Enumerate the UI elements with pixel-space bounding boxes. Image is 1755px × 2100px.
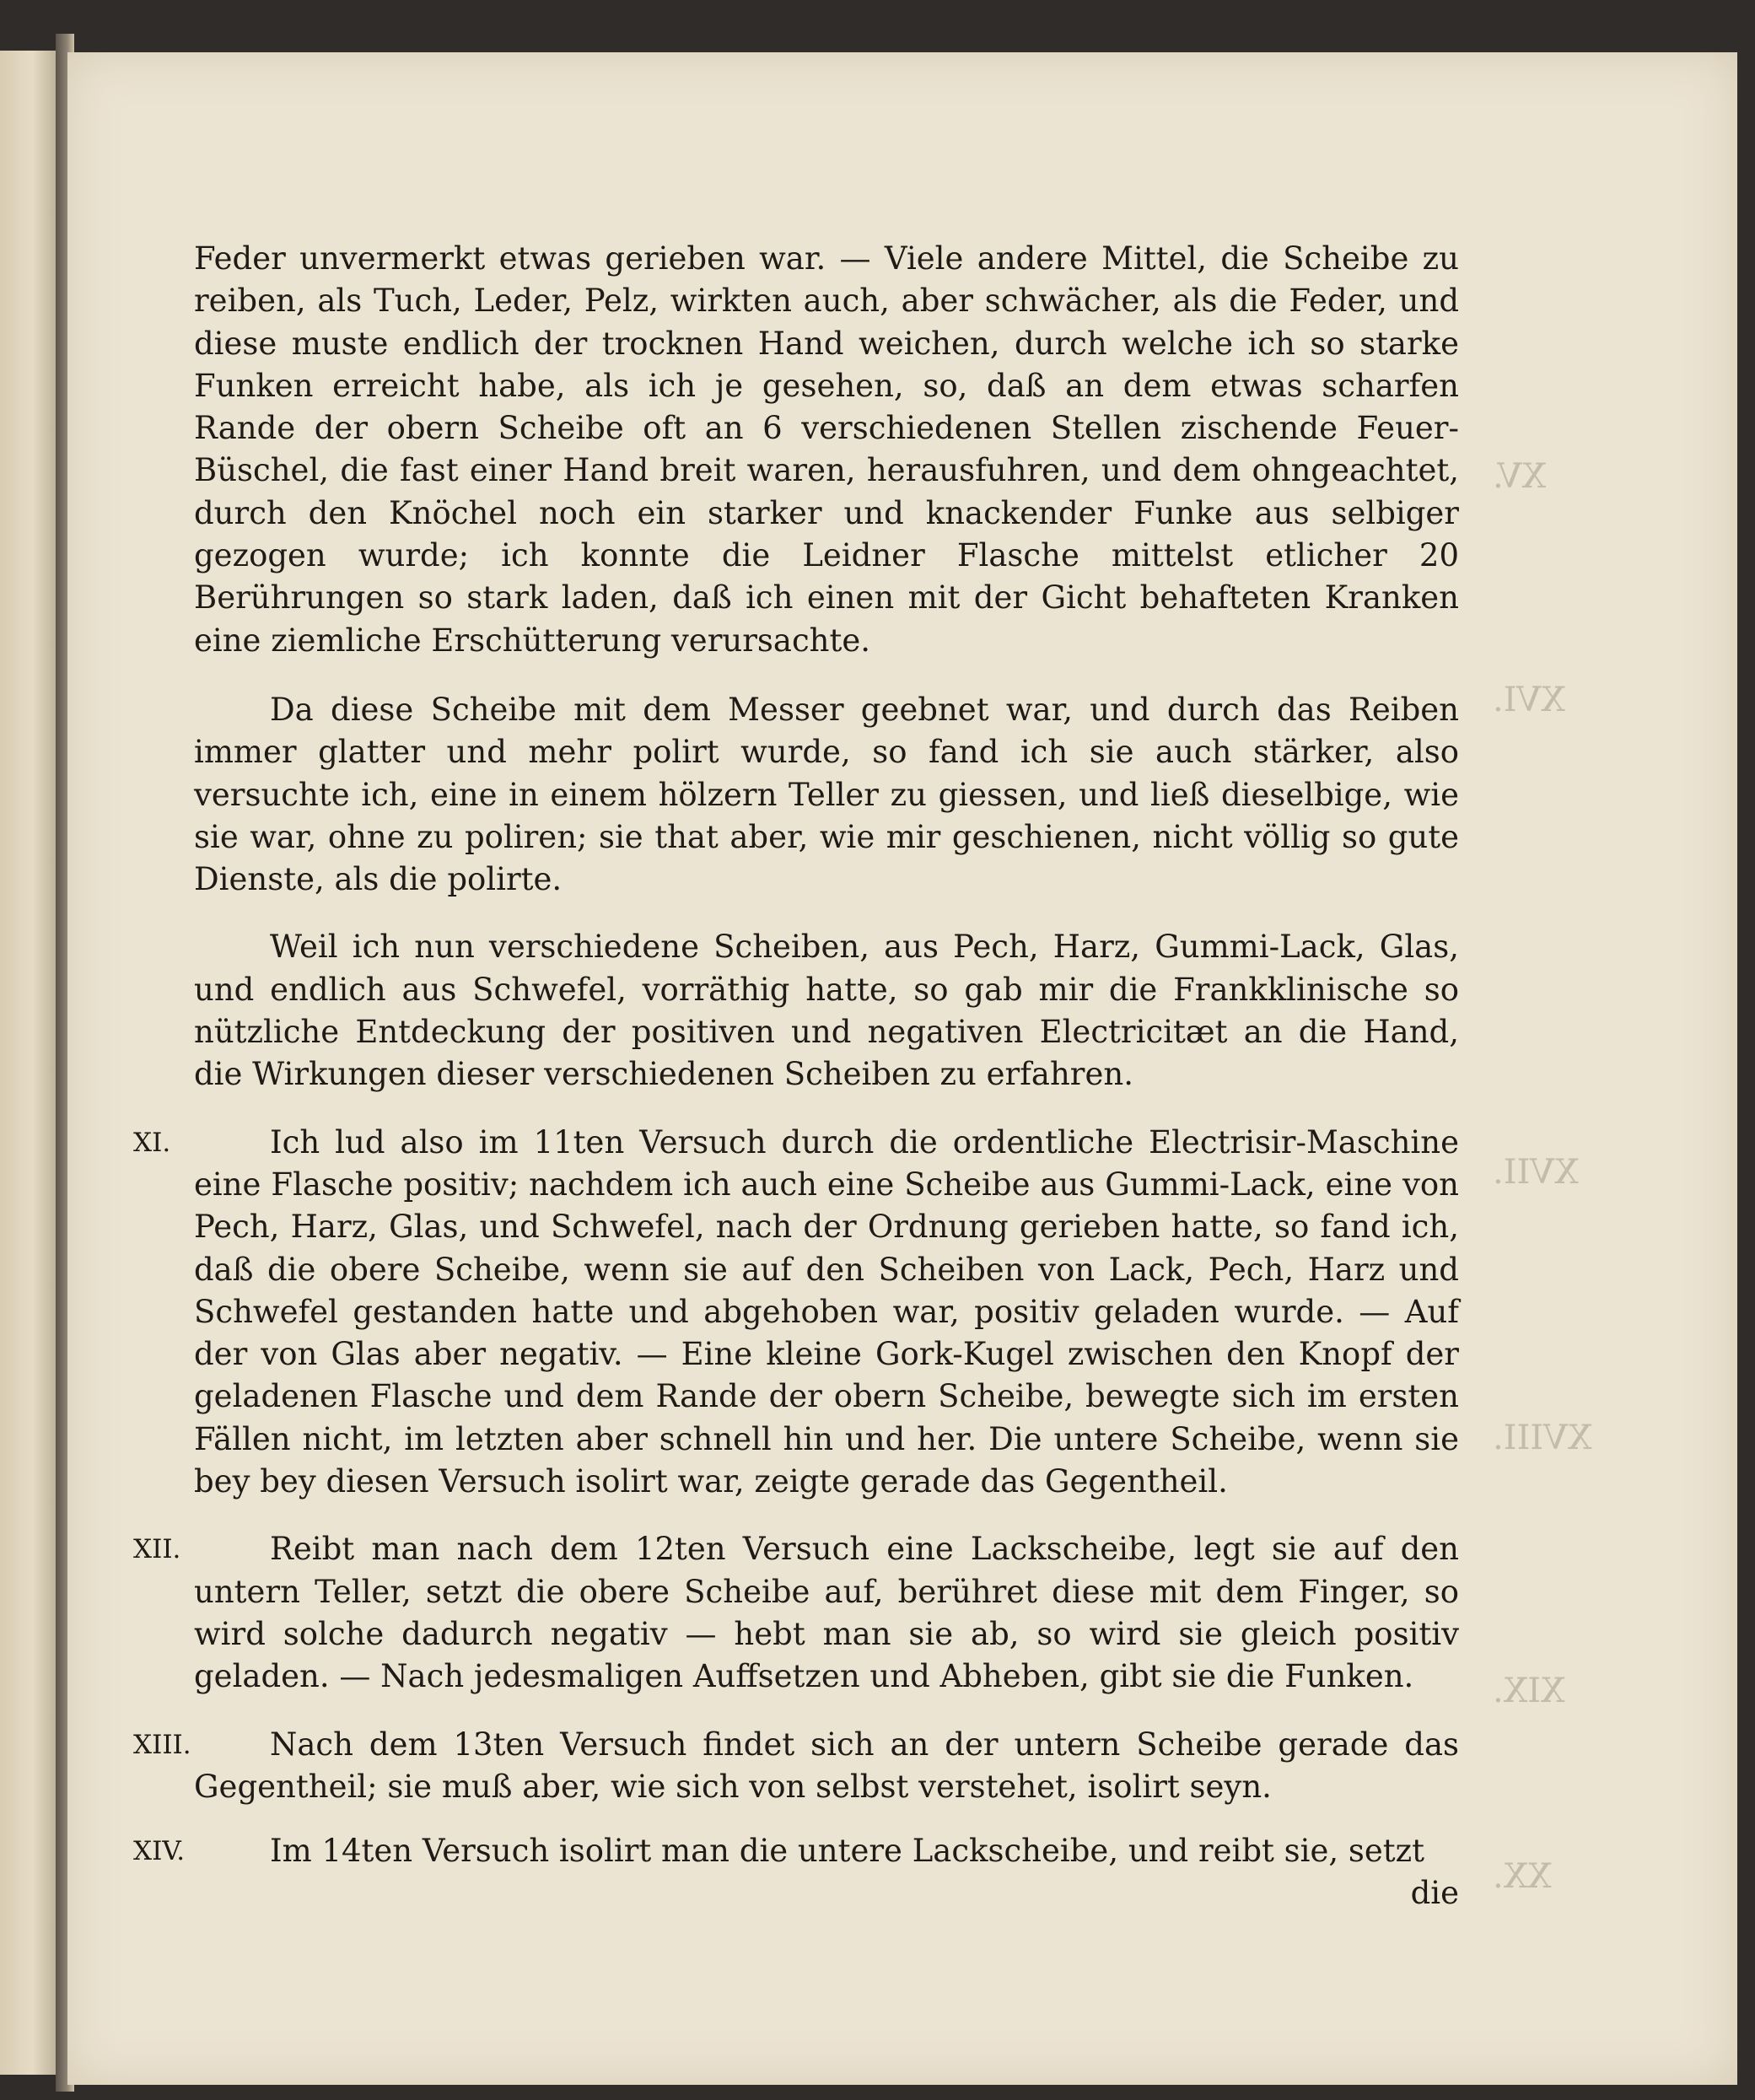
bleed-through-mark: XVIII. (1493, 1419, 1592, 1457)
paragraph-experiment-14 (133, 1830, 1459, 1872)
book-page (67, 52, 1737, 2085)
paragraph-text: Reibt man nach dem 12ten Versuch eine Lackscheibe, legt sie auf den untern Teller, setzt die obere Scheibe auf, berühret diese mit dem Finger, so wird solche dadurch negativ — hebt man sie ab, so wird sie gleich positiv geladen. — Nach jedesmaligen Auffsetzen und Abheben, gibt sie die Funken. (194, 1531, 1459, 1695)
marginal-numeral: XIII. (133, 1729, 191, 1760)
paragraph-text: Ich lud also im 11ten Versuch durch die ordentliche Electrisir-Maschine eine Flasche positiv; nachdem ich auch eine Scheibe aus Gummi-Lack, eine von Pech, Harz, Glas, und Schwefel, nach der Ordnung gerieben hatte, so fand ich, daß die obere Scheibe, wenn sie auf den Scheiben von Lack, Pech, Harz und Schwefel gestanden hatte und abgehoben war, positiv geladen wurde. — Auf der von Glas aber negativ. — Eine kleine Gork-Kugel zwischen den Knopf der geladenen Flasche und dem Rande der obern Scheibe, bewegte sich im ersten Fällen nicht, im letzten aber schnell hin und her. Die untere Scheibe, wenn sie bey bey diesen Versuch isolirt war, zeigte gerade das Gegentheil. (194, 1123, 1459, 1500)
bleed-through-mark: XV. (1493, 457, 1547, 496)
paragraph (194, 926, 1459, 1096)
marginal-numeral: XI. (133, 1127, 171, 1158)
paragraph-text: Weil ich nun verschiedene Scheiben, aus Pech, Harz, Gummi-Lack, Glas, und endlich aus Schwefel, vorräthig hatte, so gab mir die Frankklinische so nützliche Entdeckung der positiven und negativen Electricitæt an die Hand, die Wirkungen dieser verschiedenen Scheiben zu erfahren. (194, 929, 1459, 1093)
paragraph-experiment-12 (133, 1528, 1459, 1698)
paragraph-text: Feder unvermerkt etwas gerieben war. — Viele andere Mittel, die Scheibe zu reiben, als Tuch, Leder, Pelz, wirkten auch, aber schwächer, als die Feder, und diese muste endlich der trocknen Hand weichen, durch welche ich so starke Funken erreicht habe, als ich je gesehen, so, daß an dem etwas scharfen Rande der obern Scheibe oft an 6 verschiedenen Stellen zischende Feuer-Büschel, die fast einer Hand breit waren, herausfuhren, und dem ohngeachtet, durch den Knöchel noch ein starker und knackender Funke aus selbiger gezogen wurde; ich konnte die Leidner Flasche mittelst etlicher 20 Berührungen so stark laden, daß ich einen mit der Gicht behafteten Kranken eine ziemliche Erschütterung verursachte. (194, 240, 1459, 659)
paragraph-experiment-11 (133, 1122, 1459, 1504)
paragraph (194, 689, 1459, 901)
marginal-numeral: XIV. (133, 1836, 186, 1867)
paragraph-experiment-13 (133, 1724, 1459, 1809)
left-page-edge (0, 51, 59, 2075)
bleed-through-mark: XX. (1493, 1857, 1552, 1896)
bleed-through-mark: XIX. (1493, 1672, 1565, 1710)
paragraph-text: Nach dem 13ten Versuch findet sich an der untern Scheibe gerade das Gegentheil; sie muß aber, wie sich von selbst verstehet, isolirt seyn. (194, 1726, 1459, 1805)
body-text (133, 238, 1459, 1915)
bleed-through-mark: XVII. (1493, 1153, 1579, 1192)
paragraph-text: Da diese Scheibe mit dem Messer geebnet war, und durch das Reiben immer glatter und mehr polirt wurde, so fand ich sie auch stärker, also versuchte ich, eine in einem hölzern Teller zu giessen, und ließ dieselbige, wie sie war, ohne zu poliren; sie that aber, wie mir geschienen, nicht völlig so gute Dienste, als die polirte. (194, 691, 1459, 898)
catchword: die (1410, 1875, 1459, 1912)
marginal-numeral: XII. (133, 1534, 181, 1565)
paragraph (194, 238, 1459, 662)
paragraph-text: Im 14ten Versuch isolirt man die untere Lackscheibe, und reibt sie, setzt (270, 1833, 1425, 1870)
bleed-through-mark: XVI. (1493, 681, 1565, 719)
